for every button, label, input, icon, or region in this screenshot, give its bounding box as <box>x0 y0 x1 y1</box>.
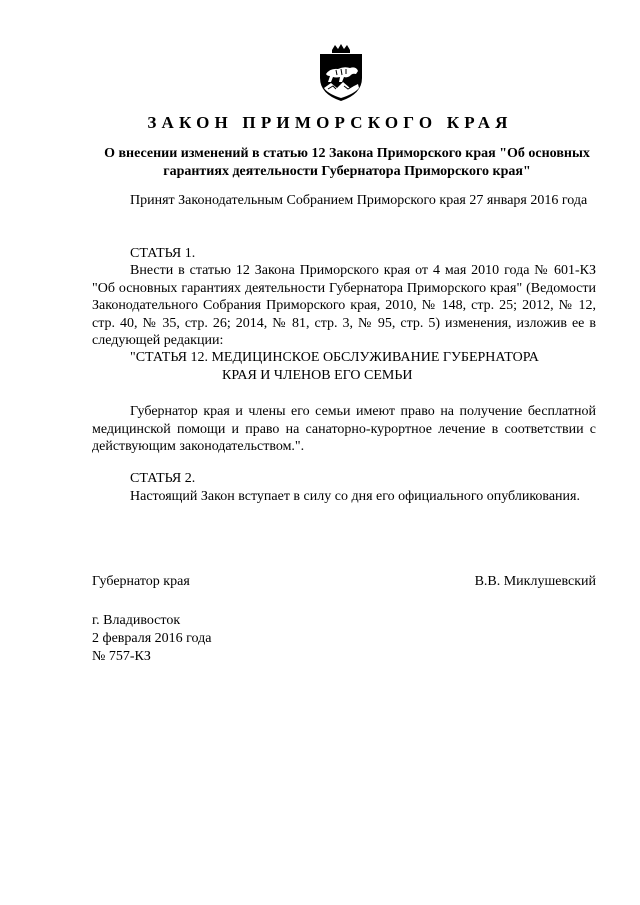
adoption-statement: Принят Законодательным Собранием Приморского края 27 января 2016 года <box>130 193 588 208</box>
article-1-label: СТАТЬЯ 1. <box>130 246 196 261</box>
coat-of-arms-emblem <box>314 44 368 102</box>
footer-date: 2 февраля 2016 года <box>92 631 212 646</box>
quoted-heading-line-1: "СТАТЬЯ 12. МЕДИЦИНСКОЕ ОБСЛУЖИВАНИЕ ГУБЕРНАТОРА <box>130 350 539 365</box>
document-footer <box>92 612 212 666</box>
footer-law-number: № 757-КЗ <box>92 649 151 664</box>
law-title: ЗАКОН ПРИМОРСКОГО КРАЯ <box>147 113 513 132</box>
quoted-article-heading <box>92 349 612 384</box>
law-subtitle: О внесении изменений в статью 12 Закона Приморского края "Об основных гарантиях деятельности Губернатора Приморского края" <box>104 146 590 179</box>
signature-row <box>92 574 596 590</box>
quoted-heading-line-2: КРАЯ И ЧЛЕНОВ ЕГО СЕМЬИ <box>222 367 413 383</box>
article-2-label: СТАТЬЯ 2. <box>130 471 196 486</box>
quoted-article-body: Губернатор края и члены его семьи имеют право на получение бесплатной медицинской помощи и право на санаторно-курортное лечение в соответствии с действующим законодательством.". <box>92 404 596 454</box>
signatory-name: В.В. Миклушевский <box>474 574 596 589</box>
article-2-body: Настоящий Закон вступает в силу со дня его официального опубликования. <box>130 489 580 504</box>
article-1-body: Внести в статью 12 Закона Приморского края от 4 мая 2010 года № 601-КЗ "Об основных гарантиях деятельности Губернатора Приморского края" (Ведомости Законодательного Собрания Приморского края, 2010, № 148, стр. 25; 2012, № 12, стр. 40, № 35, стр. 26; 2014, № 81, стр. 3, № 95, стр. 5) изменения, изложив ее в следующей редакции: <box>92 263 596 348</box>
signatory-position: Губернатор края <box>92 574 190 589</box>
footer-city: г. Владивосток <box>92 613 181 628</box>
